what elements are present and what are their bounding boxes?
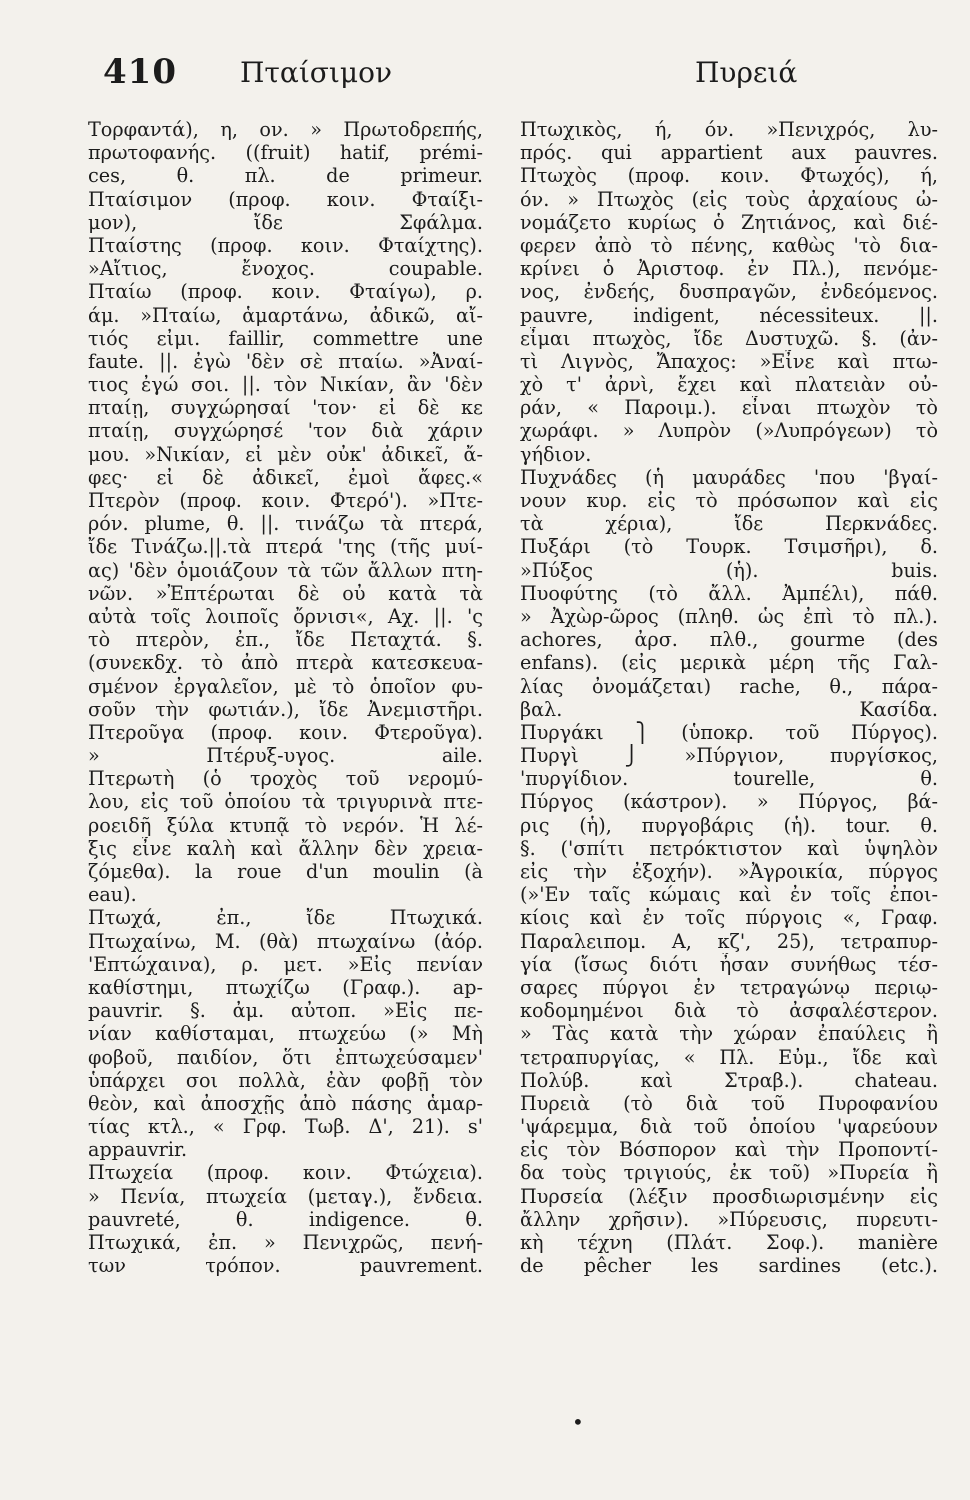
text-line: §. ('σπίτι πετρόκτιστον καὶ ὑψηλὸν bbox=[520, 836, 938, 860]
text-line: Πτωχαίνω, Μ. (θὰ) πτωχαίνω (ἀόρ. bbox=[88, 929, 483, 953]
text-line: θεὸν, καὶ ἀποσχῇς ἀπὸ πάσης ἁμαρ- bbox=[88, 1091, 483, 1115]
text-line: μον), ἴδε Σφάλμα. bbox=[88, 210, 483, 234]
footer-mark: • bbox=[572, 1410, 584, 1434]
text-line: τὶ Λιγνὸς, Ἄπαχος: »Εἶνε καὶ πτω- bbox=[520, 349, 938, 373]
text-line: Πτεροῦγα (προφ. κοιν. Φτεροῦγα). bbox=[88, 720, 483, 744]
text-line: νουν κυρ. εἰς τὸ πρόσωπον καὶ εἰς bbox=[520, 489, 938, 512]
text-line: ξις εἶνε καλὴ καὶ ἄλλην δὲν χρεια- bbox=[88, 836, 483, 860]
text-line: Πτωχεία (προφ. κοιν. Φτώχεια). bbox=[88, 1161, 483, 1185]
text-line: κοδομημένοι διὰ τὸ ἀσφαλέστερον. bbox=[520, 999, 938, 1023]
text-line: » Πτέρυξ-υγος. aile. bbox=[88, 744, 483, 768]
text-line: φες· εἰ δὲ ἀδικεῖ, ἐμοὶ ἄφες.« bbox=[88, 465, 483, 489]
text-line: των τρόπον. pauvrement. bbox=[88, 1254, 483, 1278]
text-line: 'πυργίδιον. tourelle, θ. bbox=[520, 767, 938, 791]
text-line: ζόμεθα). la roue d'un moulin (à bbox=[88, 860, 483, 883]
text-line: σοῦν τὴν φωτιάν.), ἴδε Ἀνεμιστῆρι. bbox=[88, 697, 483, 721]
text-line: τετραπυργίας, « Πλ. Εὐμ., ἴδε καὶ bbox=[520, 1045, 938, 1069]
text-line: ἴδε Τινάζω.||.τὰ πτερά 'της (τῆς μυί- bbox=[88, 535, 483, 559]
text-line: Πταίσιμον (προφ. κοιν. Φταίξι- bbox=[88, 187, 483, 211]
text-line: Τορφαντά), η, ον. » Πρωτοδρεπής, bbox=[88, 118, 483, 141]
text-line: (συνεκδχ. τὸ ἀπὸ πτερὰ κατεσκευα- bbox=[88, 651, 483, 675]
left-guide-word: Πταίσιμον bbox=[240, 56, 392, 89]
text-line: τὸ πτερὸν, ἐπ., ἴδε Πεταχτά. §. bbox=[88, 628, 483, 652]
text-line: Παραλειπομ. Α, κζ', 25), τετραπυρ- bbox=[520, 929, 938, 953]
text-line: Πυρειὰ (τὸ διὰ τοῦ Πυροφανίου bbox=[520, 1091, 938, 1115]
text-line: ας) 'δὲν ὁμοιάζουν τὰ τῶν ἄλλων πτη- bbox=[88, 558, 483, 582]
text-line: χωράφι. » Λυπρὸν (»Λυπρόγεων) τὸ bbox=[520, 419, 938, 443]
text-line: Πτωχικά, ἐπ. » Πενιχρῶς, πενή- bbox=[88, 1231, 483, 1254]
text-line: » Ἀχὼρ-ῶρος (πληθ. ὡς ἐπὶ τὸ πλ.). bbox=[520, 604, 938, 628]
text-line: χὸ τ' ἀρνὶ, ἔχει καὶ πλατειὰν οὐ- bbox=[520, 373, 938, 397]
text-line: πταίῃ, συγχώρησέ 'τον διὰ χάριν bbox=[88, 419, 483, 443]
text-line: pauvre, indigent, nécessiteux. ||. bbox=[520, 303, 938, 327]
text-line: σαρες πύργοι ἐν τετραγώνῳ περιῳ- bbox=[520, 975, 938, 999]
text-line: pauvrir. §. ἀμ. αὐτοπ. »Εἰς πε- bbox=[88, 999, 483, 1023]
text-line: achores, ἀρσ. πλθ., gourme (des bbox=[520, 628, 938, 652]
text-line: Πύργος (κάστρον). » Πύργος, βά- bbox=[520, 790, 938, 814]
text-line: ces, θ. πλ. de primeur. bbox=[88, 164, 483, 188]
text-line: γία (ἴσως διότι ἦσαν συνήθως τέσ- bbox=[520, 952, 938, 976]
text-line: Πτερωτὴ (ὁ τροχὸς τοῦ νερομύ- bbox=[88, 767, 483, 791]
text-line: σμένον ἐργαλεῖον, μὲ τὸ ὁποῖον φυ- bbox=[88, 674, 483, 698]
right-column bbox=[520, 118, 938, 1277]
text-line: »Πύξος (ἡ). buis. bbox=[520, 558, 938, 582]
text-line: φερεν ἀπὸ τὸ πένης, καθὼς 'τὸ δια- bbox=[520, 233, 938, 257]
text-line: λίας ὀνομάζεται) rache, θ., πάρα- bbox=[520, 674, 938, 698]
text-line: Πυοφύτης (τὸ ἄλλ. Ἀμπέλι), πάθ. bbox=[520, 581, 938, 605]
text-line: ρις (ἡ), πυργοβάρις (ἡ). tour. θ. bbox=[520, 813, 938, 837]
text-line: τὰ χέρια), ἴδε Περκνάδες. bbox=[520, 512, 938, 536]
text-line: κὴ τέχνη (Πλάτ. Σοφ.). manière bbox=[520, 1231, 938, 1254]
text-line: » Πενία, πτωχεία (μεταγ.), ἔνδεια. bbox=[88, 1184, 483, 1208]
text-line: eau). bbox=[88, 883, 137, 907]
text-line: ροειδῆ ξύλα κτυπᾷ τὸ νερόν. Ἡ λέ- bbox=[88, 813, 483, 837]
text-line: τίας κτλ., « Γρφ. Τωβ. Δ', 21). s' bbox=[88, 1115, 483, 1139]
text-line: φοβοῦ, παιδίον, ὅτι ἐπτωχεύσαμεν' bbox=[88, 1045, 483, 1069]
text-line: Πτερὸν (προφ. κοιν. Φτερό'). »Πτε- bbox=[88, 489, 483, 512]
text-line: »Αἴτιος, ἔνοχος. coupable. bbox=[88, 257, 483, 281]
left-column bbox=[88, 118, 483, 1277]
text-line: Πταίστης (προφ. κοιν. Φταίχτης). bbox=[88, 233, 483, 257]
text-line: νος, ἐνδεής, δυσπραγῶν, ἐνδεόμενος. bbox=[520, 280, 938, 304]
text-line: Πυργάκι ⎫ (ὑποκρ. τοῦ Πύργος). bbox=[520, 720, 938, 744]
text-line: εἰς τὸν Βόσπορον καὶ τὴν Προποντί- bbox=[520, 1138, 938, 1162]
right-guide-word: Πυρειά bbox=[695, 56, 798, 89]
text-line: ρόν. plume, θ. ||. τινάζω τὰ πτερά, bbox=[88, 512, 483, 536]
text-line: appauvrir. bbox=[88, 1138, 188, 1162]
text-line: enfans). (εἰς μερικὰ μέρη τῆς Γαλ- bbox=[520, 651, 938, 675]
text-line: τιος ἐγώ σοι. ||. τὸν Νικίαν, ἂν 'δὲν bbox=[88, 373, 483, 397]
text-line: faute. ||. ἐγὼ 'δὲν σὲ πταίω. »Ἀναί- bbox=[88, 349, 483, 373]
text-line: Πτωχικὸς, ή, όν. »Πενιχρός, λυ- bbox=[520, 118, 938, 141]
text-line: καθίστημι, πτωχίζω (Γραφ.). ap- bbox=[88, 975, 483, 999]
text-line: όν. » Πτωχὸς (εἰς τοὺς ἀρχαίους ὠ- bbox=[520, 187, 938, 211]
text-line: βαλ. Κασίδα. bbox=[520, 697, 938, 721]
text-line: ράν, « Παροιμ.). εἶναι πτωχὸν τὸ bbox=[520, 396, 938, 420]
text-line: αὐτὰ τοῖς λοιποῖς ὄρνισι«, Αχ. ||. 'ς bbox=[88, 604, 483, 628]
text-line: πταίῃ, συγχώρησαί 'τον· εἰ δὲ κε bbox=[88, 396, 483, 420]
text-line: 'ψάρεμμα, διὰ τοῦ ὁποίου 'ψαρεύουν bbox=[520, 1115, 938, 1139]
text-line: νίαν καθίσταμαι, πτωχεύω (» Μὴ bbox=[88, 1022, 483, 1046]
text-line: (»'Εν ταῖς κώμαις καὶ ἐν τοῖς ἐποι- bbox=[520, 883, 938, 907]
page-header bbox=[0, 52, 970, 102]
text-line: άμ. »Πταίω, ἁμαρτάνω, ἀδικῶ, αἴ- bbox=[88, 303, 483, 327]
text-line: Πταίω (προφ. κοιν. Φταίγω), ρ. bbox=[88, 280, 483, 304]
text-line: κίοις καὶ ἐν τοῖς πύργοις «, Γραφ. bbox=[520, 906, 938, 930]
text-line: de pêcher les sardines (etc.). bbox=[520, 1254, 938, 1278]
text-line: Πτωχὸς (προφ. κοιν. Φτωχός), ή, bbox=[520, 164, 938, 188]
text-line: πρός. qui appartient aux pauvres. bbox=[520, 141, 938, 165]
page-number: 410 bbox=[103, 52, 177, 92]
text-line: Πυχνάδες (ἡ μαυράδες 'που 'βγαί- bbox=[520, 465, 938, 489]
text-line: » Τὰς κατὰ τὴν χώραν ἐπαύλεις ἢ bbox=[520, 1022, 938, 1046]
text-line: Πτωχά, ἐπ., ἴδε Πτωχικά. bbox=[88, 906, 483, 930]
text-line: κρίνει ὁ Ἀριστοφ. ἐν Πλ.), πενόμε- bbox=[520, 257, 938, 281]
text-line: Πυργὶ ⎭ »Πύργιον, πυργίσκος, bbox=[520, 744, 938, 768]
text-line: πρωτοφανής. ((fruit) hatif, prémi- bbox=[88, 141, 483, 165]
text-line: γήδιον. bbox=[520, 442, 592, 466]
text-line: λου, εἰς τοῦ ὁποίου τὰ τριγυρινὰ πτε- bbox=[88, 790, 483, 814]
text-line: Πολύβ. καὶ Στραβ.). chateau. bbox=[520, 1068, 938, 1092]
text-line: Πυρσεία (λέξιν προσδιωρισμένην εἰς bbox=[520, 1184, 938, 1208]
text-line: pauvreté, θ. indigence. θ. bbox=[88, 1207, 483, 1231]
text-line: 'Επτώχαινα), ρ. μετ. »Εἰς πενίαν bbox=[88, 952, 483, 976]
text-line: τιός εἰμι. faillir, commettre une bbox=[88, 326, 483, 350]
text-line: ὑπάρχει σοι πολλὰ, ἐὰν φοβῇ τὸν bbox=[88, 1068, 483, 1092]
text-line: Πυξάρι (τὸ Τουρκ. Τσιμσῆρι), δ. bbox=[520, 535, 938, 559]
text-line: νομάζετο κυρίως ὁ Ζητιάνος, καὶ διέ- bbox=[520, 210, 938, 234]
text-line: εἰς τὴν ἐξοχήν). »Ἀγροικία, πύργος bbox=[520, 860, 938, 883]
text-line: ἄλλην χρῆσιν). »Πύρευσις, πυρευτι- bbox=[520, 1207, 938, 1231]
text-line: εἶμαι πτωχὸς, ἴδε Δυστυχῶ. §. (ἀν- bbox=[520, 326, 938, 350]
text-line: δα τοὺς τριγιούς, ἐκ τοῦ) »Πυρεία ἢ bbox=[520, 1161, 938, 1185]
text-line: νῶν. »Ἐπτέρωται δὲ οὐ κατὰ τὰ bbox=[88, 581, 483, 605]
text-line: μου. »Νικίαν, εἰ μὲν οὐκ' ἀδικεῖ, ἄ- bbox=[88, 442, 483, 466]
